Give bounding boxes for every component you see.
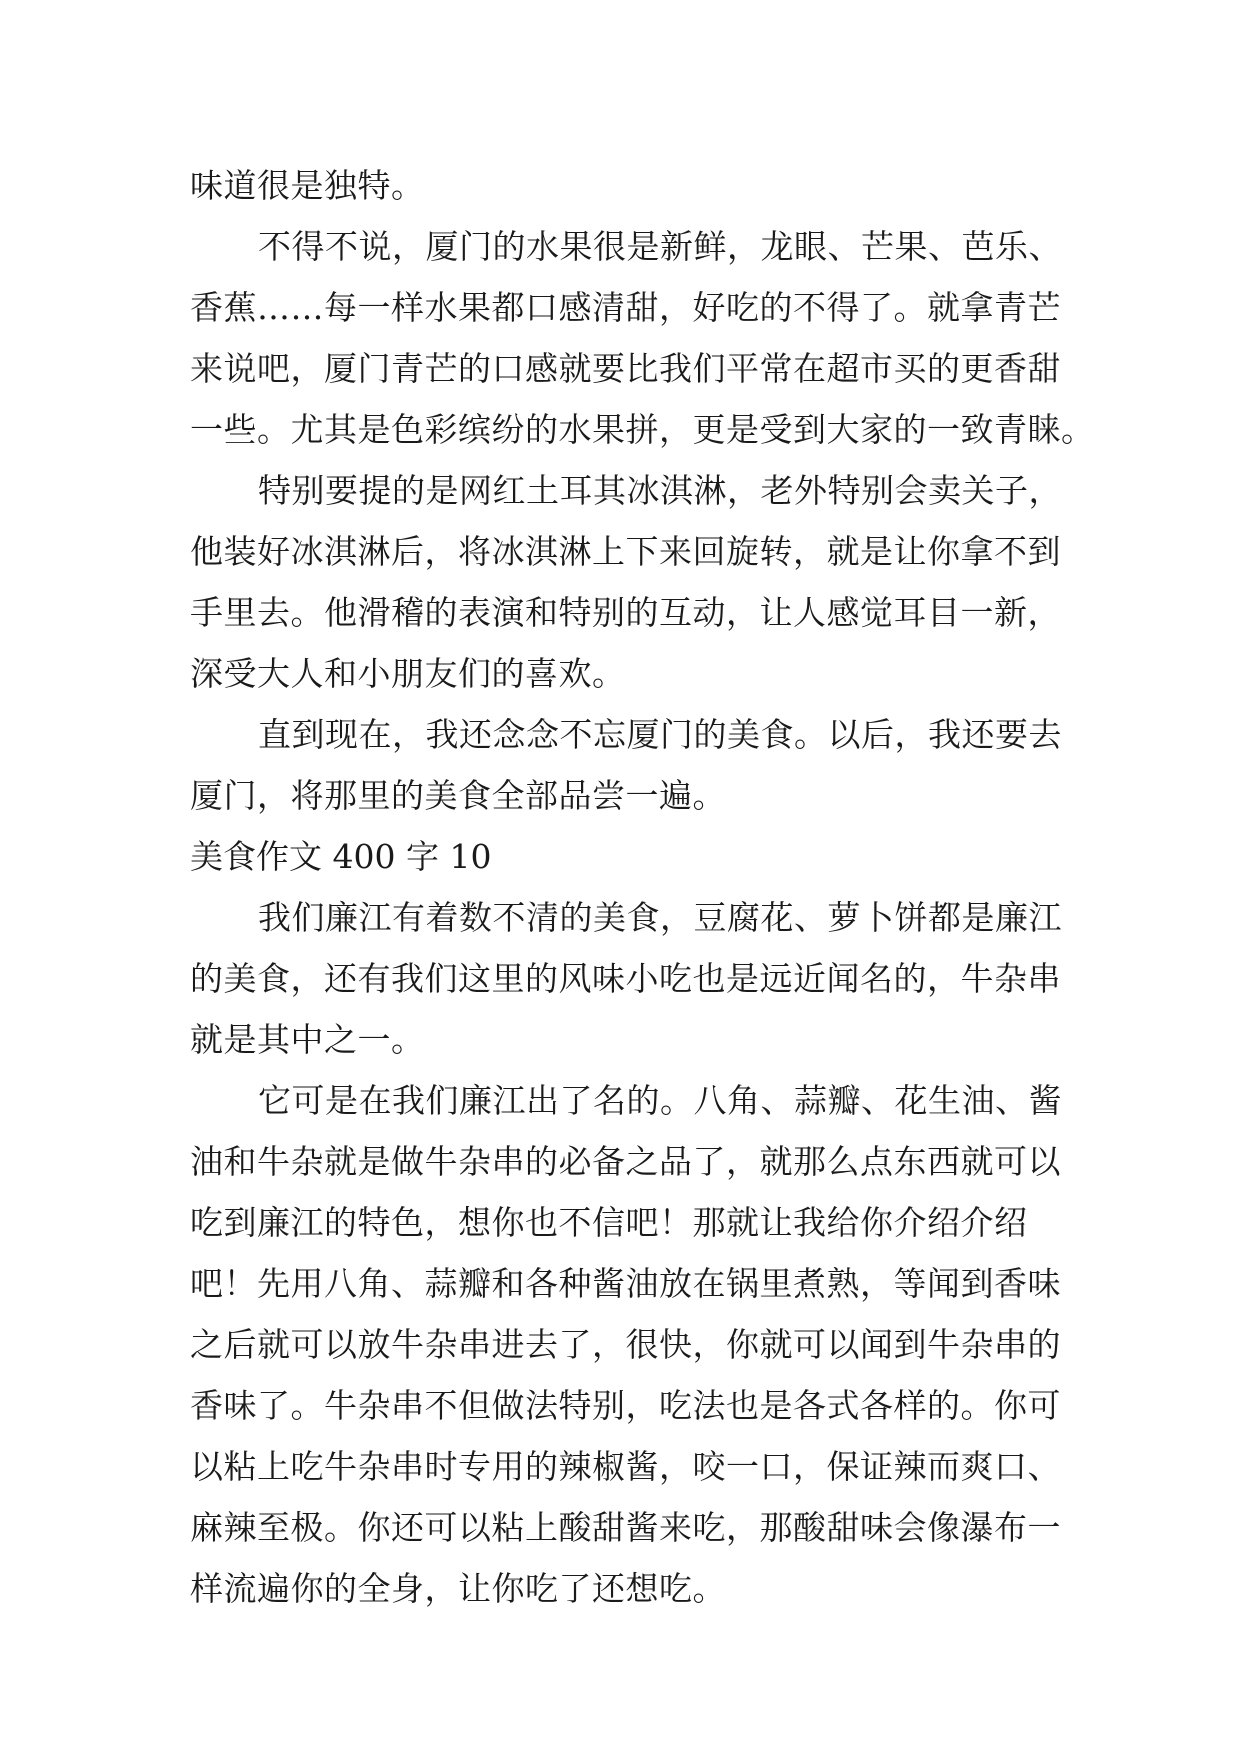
paragraph-start-line: 不得不说，厦门的水果很是新鲜，龙眼、芒果、芭乐、 (258, 227, 1062, 266)
text-line: 的美食，还有我们这里的风味小吃也是远近闻名的，牛杂串 (190, 959, 1061, 998)
paragraph-start-line: 它可是在我们廉江出了名的。八角、蒜瓣、花生油、酱 (258, 1081, 1062, 1120)
text-line: 以粘上吃牛杂串时专用的辣椒酱，咬一口，保证辣而爽口、 (190, 1447, 1061, 1486)
text-line: 深受大人和小朋友们的喜欢。 (190, 654, 626, 693)
text-line: 香蕉……每一样水果都口感清甜，好吃的不得了。就拿青芒 (190, 288, 1061, 327)
text-line: 厦门，将那里的美食全部品尝一遍。 (190, 776, 726, 815)
text-line: 一些。尤其是色彩缤纷的水果拼，更是受到大家的一致青睐。 (190, 410, 1095, 449)
text-line: 他装好冰淇淋后，将冰淇淋上下来回旋转，就是让你拿不到 (190, 532, 1061, 571)
text-line: 吧！先用八角、蒜瓣和各种酱油放在锅里煮熟，等闻到香味 (190, 1264, 1061, 1303)
text-line: 麻辣至极。你还可以粘上酸甜酱来吃，那酸甜味会像瀑布一 (190, 1508, 1061, 1547)
section-heading: 美食作文 400 字 10 (190, 837, 492, 876)
text-line: 油和牛杂就是做牛杂串的必备之品了，就那么点东西就可以 (190, 1142, 1061, 1181)
text-line: 吃到廉江的特色，想你也不信吧！那就让我给你介绍介绍 (190, 1203, 1028, 1242)
document-page (190, 155, 1095, 1619)
paragraph-start-line: 直到现在，我还念念不忘厦门的美食。以后，我还要去 (258, 715, 1062, 754)
text-line: 就是其中之一。 (190, 1020, 425, 1059)
paragraph-start-line: 特别要提的是网红土耳其冰淇淋，老外特别会卖关子， (258, 471, 1062, 510)
text-line: 香味了。牛杂串不但做法特别，吃法也是各式各样的。你可 (190, 1386, 1061, 1425)
paragraph-start-line: 我们廉江有着数不清的美食，豆腐花、萝卜饼都是廉江 (258, 898, 1062, 937)
text-line: 手里去。他滑稽的表演和特别的互动，让人感觉耳目一新， (190, 593, 1061, 632)
text-line: 之后就可以放牛杂串进去了，很快，你就可以闻到牛杂串的 (190, 1325, 1061, 1364)
text-line: 味道很是独特。 (190, 166, 425, 205)
text-line: 来说吧，厦门青芒的口感就要比我们平常在超市买的更香甜 (190, 349, 1061, 388)
text-line: 样流遍你的全身，让你吃了还想吃。 (190, 1569, 726, 1608)
